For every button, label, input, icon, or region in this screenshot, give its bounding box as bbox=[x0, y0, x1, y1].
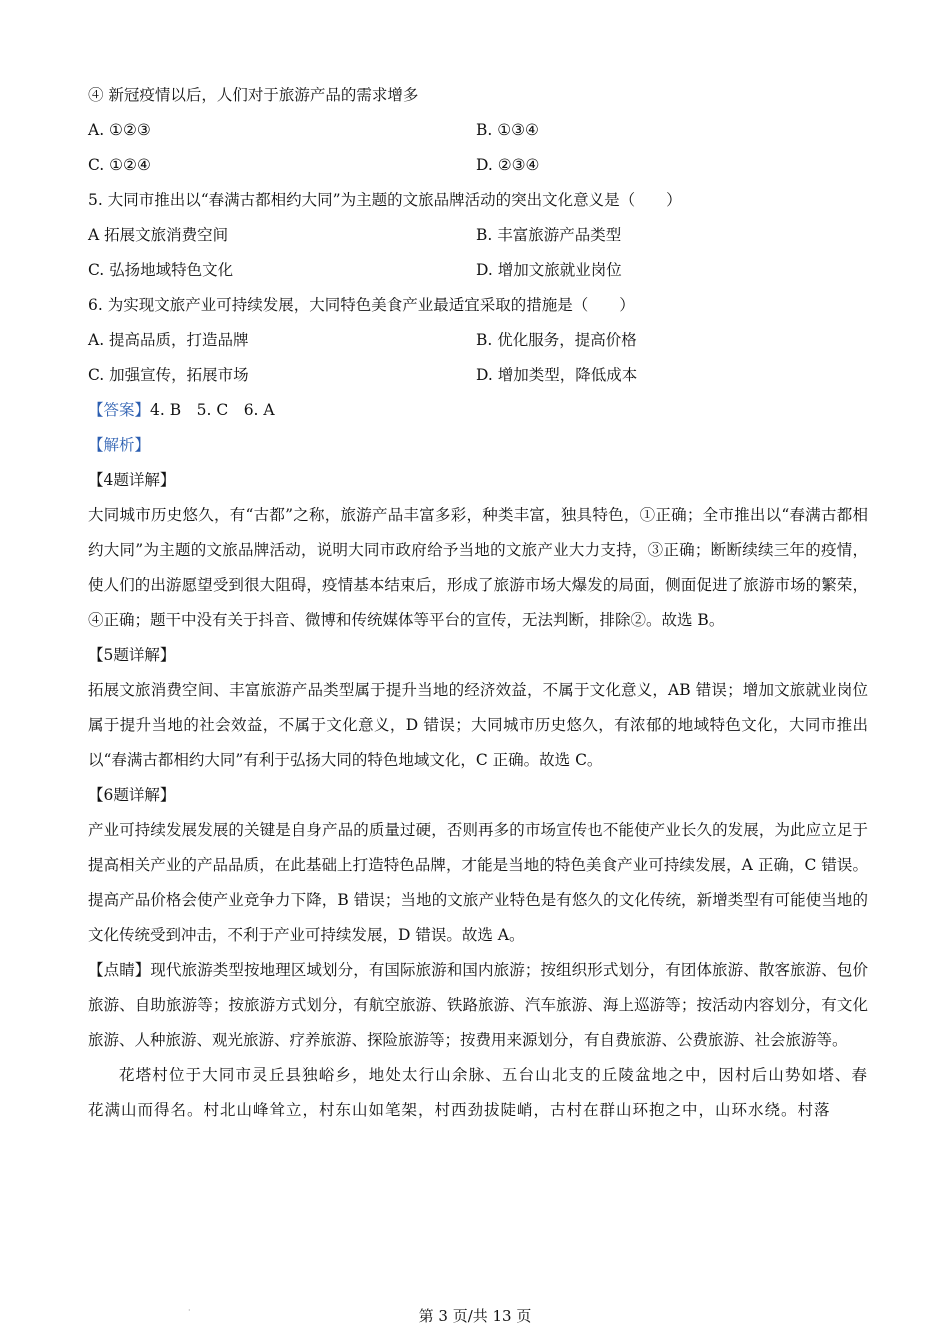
tip-label: 【点睛】 bbox=[88, 961, 151, 979]
q5-options-row-2 bbox=[88, 253, 868, 288]
q5-stem: 5. 大同市推出以“春满古都相约大同”为主题的文旅品牌活动的突出文化意义是（ ） bbox=[88, 191, 682, 209]
detail-6-text: 产业可持续发展发展的关键是自身产品的质量过硬，否则再多的市场宣传也不能使产业长久的发展，为此应立足于提高相关产业的产品品质，在此基础上打造特色品牌，才能是当地的特色美食产业可持续发展，A 正确，C 错误。提高产品价格会使产业竞争力下降，B 错误；当地的文旅产业特色是有悠久的文化传统，新增类型有可能使当地的文化传统受到冲击，不利于产业可持续发展，D 错误。故选 A。 bbox=[88, 821, 868, 944]
page-footer: 第 3 页/共 13 页 bbox=[418, 1307, 532, 1325]
tip-paragraph bbox=[88, 953, 868, 1058]
q6-option-c: C. 加强宣传，拓展市场 bbox=[88, 366, 249, 384]
tip-text: 现代旅游类型按地理区域划分，有国际旅游和国内旅游；按组织形式划分，有团体旅游、散客旅游、包价旅游、自助旅游等；按旅游方式划分，有航空旅游、铁路旅游、汽车旅游、海上巡游等；按活动内容划分，有文化旅游、人种旅游、观光旅游、疗养旅游、探险旅游等；按费用来源划分，有自费旅游、公费旅游、社会旅游等。 bbox=[88, 961, 868, 1049]
q6-option-b: B. 优化服务，提高价格 bbox=[476, 331, 637, 349]
q5-option-d: D. 增加文旅就业岗位 bbox=[476, 261, 622, 279]
detail-4-text: 大同城市历史悠久，有“古都”之称，旅游产品丰富多彩，种类丰富，独具特色，①正确；全市推出以“春满古都相约大同”为主题的文旅品牌活动，说明大同市政府给予当地的文旅产业大力支持，③正确；断断续续三年的疫情，使人们的出游愿望受到很大阻碍，疫情基本结束后，形成了旅游市场大爆发的局面，侧面促进了旅游市场的繁荣，④正确；题干中没有关于抖音、微博和传统媒体等平台的宣传，无法判断，排除②。故选 B。 bbox=[88, 506, 868, 629]
q5-option-a: A 拓展文旅消费空间 bbox=[88, 226, 229, 244]
q5-option-b: B. 丰富旅游产品类型 bbox=[476, 226, 622, 244]
reading-passage: 花塔村位于大同市灵丘县独峪乡，地处太行山余脉、五台山北支的丘陵盆地之中，因村后山势如塔、春花满山而得名。村北山峰耸立，村东山如笔架，村西劲拔陡峭，古村在群山环抱之中，山环水绕。村落 bbox=[88, 1066, 868, 1119]
q6-option-d: D. 增加类型，降低成本 bbox=[476, 366, 638, 384]
q6-options-row-1 bbox=[88, 323, 868, 358]
document-page bbox=[88, 78, 868, 1128]
detail-6-title: 【6题详解】 bbox=[88, 786, 176, 804]
q5-options-row-1 bbox=[88, 218, 868, 253]
q4-options-row-2 bbox=[88, 148, 868, 183]
q4-option-a: A. ①②③ bbox=[88, 121, 151, 139]
analysis-label: 【解析】 bbox=[88, 436, 151, 454]
q4-options-row-1 bbox=[88, 113, 868, 148]
detail-4-title: 【4题详解】 bbox=[88, 471, 176, 489]
q6-stem: 6. 为实现文旅产业可持续发展，大同特色美食产业最适宜采取的措施是（ ） bbox=[88, 296, 635, 314]
q4-item-4: ④ 新冠疫情以后，人们对于旅游产品的需求增多 bbox=[88, 86, 419, 104]
detail-5-text: 拓展文旅消费空间、丰富旅游产品类型属于提升当地的经济效益，不属于文化意义，AB 错误；增加文旅就业岗位属于提升当地的社会效益，不属于文化意义，D 错误；大同城市历史悠久，有浓郁的地域特色文化，大同市推出以“春满古都相约大同”有利于弘扬大同的特色地域文化，C 正确。故选 C。 bbox=[88, 681, 868, 769]
answer-text: 4. B 5. C 6. A bbox=[150, 401, 275, 419]
q6-option-a: A. 提高品质，打造品牌 bbox=[88, 331, 249, 349]
answer-line bbox=[88, 393, 868, 428]
corner-mark: · bbox=[188, 1306, 191, 1315]
q4-option-b: B. ①③④ bbox=[476, 121, 539, 139]
q6-options-row-2 bbox=[88, 358, 868, 393]
q5-option-c: C. 弘扬地域特色文化 bbox=[88, 261, 234, 279]
detail-5-title: 【5题详解】 bbox=[88, 646, 176, 664]
answer-label: 【答案】 bbox=[88, 401, 151, 419]
q4-option-c: C. ①②④ bbox=[88, 156, 151, 174]
q4-option-d: D. ②③④ bbox=[476, 156, 540, 174]
